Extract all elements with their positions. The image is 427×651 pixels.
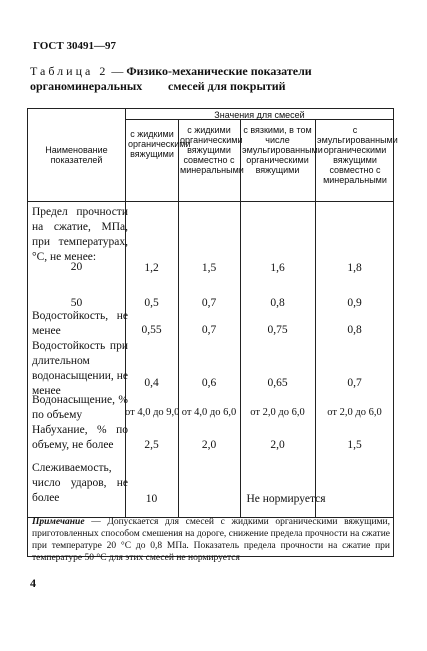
document-header: ГОСТ 30491—97 xyxy=(33,40,116,52)
table-cell: 0,7 xyxy=(347,377,362,389)
table-cell-not-normalized: Не нормируется xyxy=(246,493,326,505)
table-title-prefix: Таблица 2 xyxy=(30,64,109,78)
note-text: — Допускается для смесей с жидкими органическими вяжущими, приготовленных способом смешения на дороге, снижение предела прочности на сжатие при температуре 20 °С до 0,8 МПа. Показатель предела прочности на сжатие при температуре 50 °С для этих смесей не нормируется xyxy=(32,517,390,563)
table-cell: от 4,0 до 6,0 xyxy=(181,407,237,418)
table-cell: от 2,0 до 6,0 xyxy=(250,407,305,418)
table-cell: от 2,0 до 6,0 xyxy=(327,407,382,418)
column-divider-4 xyxy=(315,119,316,517)
row-label-50: 50 xyxy=(70,297,83,309)
table-cell: 2,5 xyxy=(144,439,159,451)
table-cell: 1,5 xyxy=(201,262,217,274)
table-cell: 0,65 xyxy=(267,377,288,389)
table-note xyxy=(32,516,390,564)
column-group-header: Значения для смесей xyxy=(214,110,305,120)
table-cell: 1,5 xyxy=(347,439,362,451)
properties-table xyxy=(27,108,398,557)
page-number: 4 xyxy=(30,576,36,590)
row-label-swelling: Набухание, % по объему, не более xyxy=(32,424,128,451)
table-cell: от 4,0 до 9,0 xyxy=(125,407,180,418)
note-label: Примечание xyxy=(32,517,85,527)
column-header-3: с вязкими, в том числе эмульгированными органическими вяжущими xyxy=(242,125,323,175)
column-header-2: с жидкими органическими вяжущими совместно с минеральными xyxy=(180,125,244,175)
table-cell: 1,6 xyxy=(270,262,285,274)
table-cell: 1,8 xyxy=(347,262,362,274)
row-label-20: 20 xyxy=(70,261,83,273)
row-label-water-resistance: Водостойкость, не менее xyxy=(32,310,128,337)
table-cell: 0,5 xyxy=(144,297,159,309)
table-cell: 10 xyxy=(145,493,158,505)
column-header-4: с эмульгированными органическими вяжущими совместно с минеральными xyxy=(317,125,398,185)
row-label-long-water-resistance: Водостойкость при длительном водонасыщении, не менее xyxy=(32,340,128,397)
table-cell: 0,55 xyxy=(141,324,162,336)
table-cell: 0,6 xyxy=(201,377,217,389)
table-cell: 0,9 xyxy=(347,297,362,309)
table-cell: 0,8 xyxy=(270,297,285,309)
column-divider-2 xyxy=(178,119,179,517)
table-title-dash: — xyxy=(111,64,124,78)
row-label-strength: Предел прочности на сжатие, МПа, при температурах, °С, не менее: xyxy=(32,206,128,263)
header-bottom-divider xyxy=(28,201,394,202)
column-header-1: с жидкими органическими вяжущими xyxy=(128,129,191,159)
table-title-line2: смесей для покрытий xyxy=(168,79,286,93)
column-divider-3 xyxy=(240,119,241,517)
row-label-caking: Слеживаемость, число ударов, не более xyxy=(32,462,128,504)
table-cell: 1,2 xyxy=(144,262,159,274)
table-title-line1: Физико-механические показатели органоминеральных xyxy=(30,64,312,93)
table-cell: 0,8 xyxy=(347,324,362,336)
table-cell: 2,0 xyxy=(270,439,285,451)
row-label-water-saturation: Водонасыщение, % по объему xyxy=(32,394,128,421)
column-header-name: Наименование показателей xyxy=(45,145,108,165)
table-cell: 0,7 xyxy=(201,324,217,336)
table-cell: 0,7 xyxy=(201,297,217,309)
table-cell: 0,4 xyxy=(144,377,159,389)
table-cell: 0,75 xyxy=(267,324,288,336)
table-cell: 2,0 xyxy=(201,439,217,451)
